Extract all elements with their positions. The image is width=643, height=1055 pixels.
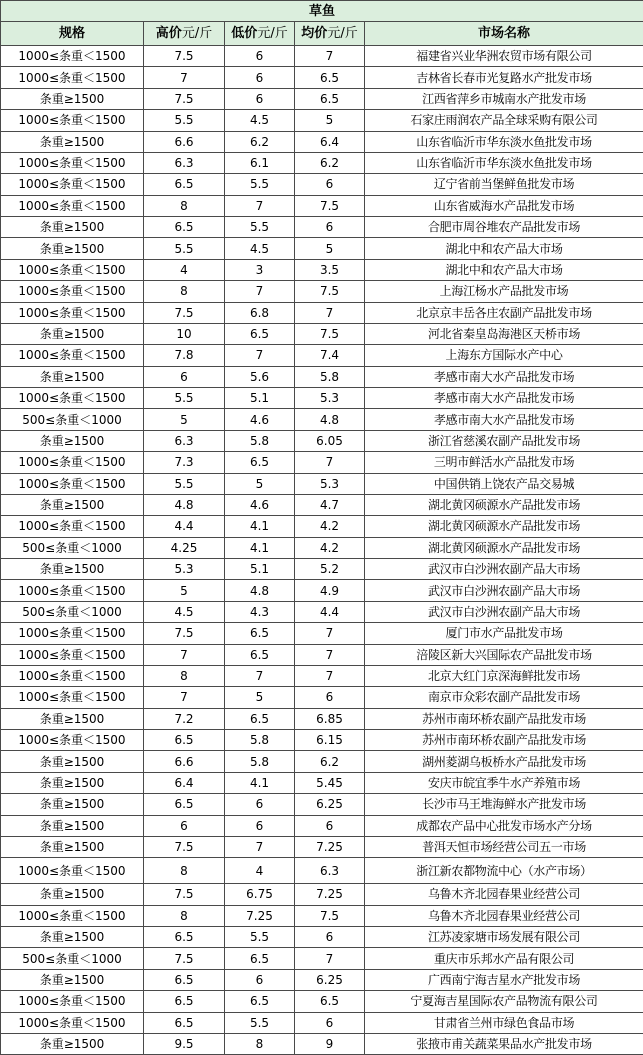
cell-high-price: 8 bbox=[144, 665, 225, 686]
cell-avg-price: 6.5 bbox=[295, 991, 365, 1012]
cell-avg-price: 5 bbox=[295, 238, 365, 259]
cell-spec: 1000≤条重＜1500 bbox=[1, 687, 144, 708]
cell-spec: 1000≤条重＜1500 bbox=[1, 452, 144, 473]
table-row bbox=[1, 884, 643, 905]
cell-high-price: 6.5 bbox=[144, 1012, 225, 1033]
cell-market: 安庆市皖宜季牛水产养殖市场 bbox=[365, 772, 643, 793]
cell-low-price: 4.6 bbox=[225, 494, 295, 515]
cell-market: 湖北黄冈硕源水产品批发市场 bbox=[365, 494, 643, 515]
cell-avg-price: 6 bbox=[295, 687, 365, 708]
table-row bbox=[1, 644, 643, 665]
table-row bbox=[1, 927, 643, 948]
header-avg-label: 均价 bbox=[301, 26, 327, 41]
cell-high-price: 6.5 bbox=[144, 991, 225, 1012]
table-row bbox=[1, 730, 643, 751]
table-row bbox=[1, 948, 643, 969]
table-row bbox=[1, 858, 643, 884]
table-row bbox=[1, 88, 643, 109]
cell-market: 浙江新农都物流中心（水产市场） bbox=[365, 858, 643, 884]
cell-low-price: 5.8 bbox=[225, 751, 295, 772]
table-row bbox=[1, 836, 643, 857]
table-row bbox=[1, 345, 643, 366]
cell-spec: 1000≤条重＜1500 bbox=[1, 623, 144, 644]
cell-avg-price: 5.2 bbox=[295, 559, 365, 580]
cell-avg-price: 6.85 bbox=[295, 708, 365, 729]
cell-market: 乌鲁木齐北园春果业经营公司 bbox=[365, 884, 643, 905]
cell-high-price: 7.5 bbox=[144, 884, 225, 905]
cell-spec: 条重≥1500 bbox=[1, 969, 144, 990]
cell-low-price: 6 bbox=[225, 969, 295, 990]
cell-avg-price: 4.4 bbox=[295, 601, 365, 622]
cell-high-price: 8 bbox=[144, 905, 225, 926]
cell-high-price: 6.3 bbox=[144, 430, 225, 451]
table-row bbox=[1, 623, 643, 644]
table-row bbox=[1, 751, 643, 772]
table-row bbox=[1, 238, 643, 259]
cell-avg-price: 6.2 bbox=[295, 751, 365, 772]
cell-high-price: 6.5 bbox=[144, 969, 225, 990]
cell-market: 湖州菱湖乌板桥水产品批发市场 bbox=[365, 751, 643, 772]
cell-market: 中国供销上饶农产品交易城 bbox=[365, 473, 643, 494]
cell-high-price: 6 bbox=[144, 366, 225, 387]
cell-market: 上海江杨水产品批发市场 bbox=[365, 281, 643, 302]
cell-market: 浙江省慈溪农副产品批发市场 bbox=[365, 430, 643, 451]
cell-low-price: 5.1 bbox=[225, 559, 295, 580]
cell-low-price: 7 bbox=[225, 665, 295, 686]
cell-avg-price: 7.5 bbox=[295, 195, 365, 216]
cell-high-price: 5.5 bbox=[144, 388, 225, 409]
table-row bbox=[1, 281, 643, 302]
cell-spec: 1000≤条重＜1500 bbox=[1, 388, 144, 409]
cell-spec: 1000≤条重＜1500 bbox=[1, 281, 144, 302]
cell-low-price: 7 bbox=[225, 836, 295, 857]
table-row bbox=[1, 969, 643, 990]
cell-spec: 条重≥1500 bbox=[1, 494, 144, 515]
cell-market: 湖北中和农产品大市场 bbox=[365, 238, 643, 259]
cell-spec: 1000≤条重＜1500 bbox=[1, 991, 144, 1012]
cell-high-price: 6 bbox=[144, 815, 225, 836]
table-row bbox=[1, 516, 643, 537]
cell-avg-price: 4.7 bbox=[295, 494, 365, 515]
cell-avg-price: 7.25 bbox=[295, 884, 365, 905]
table-body bbox=[1, 46, 643, 1055]
cell-spec: 1000≤条重＜1500 bbox=[1, 905, 144, 926]
cell-market: 福建省兴业华洲农贸市场有限公司 bbox=[365, 46, 643, 67]
cell-spec: 1000≤条重＜1500 bbox=[1, 580, 144, 601]
table-row bbox=[1, 665, 643, 686]
cell-market: 宁夏海吉星国际农产品物流有限公司 bbox=[365, 991, 643, 1012]
cell-avg-price: 7.5 bbox=[295, 323, 365, 344]
cell-high-price: 7.8 bbox=[144, 345, 225, 366]
header-low-label: 低价 bbox=[231, 26, 257, 41]
table-row bbox=[1, 323, 643, 344]
table-row bbox=[1, 366, 643, 387]
cell-avg-price: 7.5 bbox=[295, 281, 365, 302]
cell-low-price: 6.5 bbox=[225, 452, 295, 473]
cell-market: 甘肃省兰州市绿色食品市场 bbox=[365, 1012, 643, 1033]
cell-spec: 500≤条重＜1000 bbox=[1, 601, 144, 622]
cell-high-price: 7.5 bbox=[144, 46, 225, 67]
cell-avg-price: 7 bbox=[295, 46, 365, 67]
cell-market: 普洱天恒市场经营公司五一市场 bbox=[365, 836, 643, 857]
cell-high-price: 7.5 bbox=[144, 623, 225, 644]
header-low-unit: 元/斤 bbox=[257, 26, 287, 41]
table-row bbox=[1, 217, 643, 238]
cell-spec: 条重≥1500 bbox=[1, 884, 144, 905]
cell-spec: 1000≤条重＜1500 bbox=[1, 259, 144, 280]
cell-market: 山东省临沂市华东淡水鱼批发市场 bbox=[365, 131, 643, 152]
cell-low-price: 5 bbox=[225, 687, 295, 708]
cell-avg-price: 4.8 bbox=[295, 409, 365, 430]
cell-market: 湖北中和农产品大市场 bbox=[365, 259, 643, 280]
cell-high-price: 6.5 bbox=[144, 730, 225, 751]
cell-low-price: 8 bbox=[225, 1033, 295, 1054]
cell-low-price: 6.75 bbox=[225, 884, 295, 905]
cell-market: 北京大红门京深海鲜批发市场 bbox=[365, 665, 643, 686]
cell-market: 苏州市南环桥农副产品批发市场 bbox=[365, 730, 643, 751]
cell-spec: 500≤条重＜1000 bbox=[1, 948, 144, 969]
cell-market: 广西南宁海吉星水产批发市场 bbox=[365, 969, 643, 990]
cell-market: 合肥市周谷堆农产品批发市场 bbox=[365, 217, 643, 238]
cell-high-price: 6.5 bbox=[144, 794, 225, 815]
cell-avg-price: 6 bbox=[295, 815, 365, 836]
cell-market: 石家庄雨润农产品全球采购有限公司 bbox=[365, 110, 643, 131]
cell-spec: 1000≤条重＜1500 bbox=[1, 67, 144, 88]
cell-avg-price: 6.25 bbox=[295, 794, 365, 815]
table-row bbox=[1, 473, 643, 494]
cell-avg-price: 7 bbox=[295, 948, 365, 969]
cell-spec: 1000≤条重＜1500 bbox=[1, 665, 144, 686]
table-row bbox=[1, 259, 643, 280]
table-row bbox=[1, 46, 643, 67]
cell-low-price: 5.8 bbox=[225, 730, 295, 751]
cell-spec: 条重≥1500 bbox=[1, 238, 144, 259]
cell-avg-price: 7 bbox=[295, 623, 365, 644]
cell-spec: 条重≥1500 bbox=[1, 430, 144, 451]
cell-market: 辽宁省前当堡鲜鱼批发市场 bbox=[365, 174, 643, 195]
cell-spec: 条重≥1500 bbox=[1, 751, 144, 772]
table-row bbox=[1, 388, 643, 409]
cell-avg-price: 6 bbox=[295, 927, 365, 948]
cell-high-price: 7.3 bbox=[144, 452, 225, 473]
cell-spec: 条重≥1500 bbox=[1, 794, 144, 815]
cell-high-price: 7.5 bbox=[144, 948, 225, 969]
cell-low-price: 4 bbox=[225, 858, 295, 884]
table-row bbox=[1, 302, 643, 323]
cell-low-price: 6.5 bbox=[225, 644, 295, 665]
cell-market: 湖北黄冈硕源水产品批发市场 bbox=[365, 516, 643, 537]
cell-spec: 条重≥1500 bbox=[1, 1033, 144, 1054]
cell-low-price: 4.5 bbox=[225, 238, 295, 259]
cell-spec: 1000≤条重＜1500 bbox=[1, 730, 144, 751]
table-title-row bbox=[1, 1, 643, 22]
cell-spec: 500≤条重＜1000 bbox=[1, 409, 144, 430]
cell-spec: 1000≤条重＜1500 bbox=[1, 516, 144, 537]
header-low-price bbox=[225, 22, 295, 46]
cell-low-price: 4.1 bbox=[225, 516, 295, 537]
cell-low-price: 5.1 bbox=[225, 388, 295, 409]
table-row bbox=[1, 815, 643, 836]
cell-low-price: 6 bbox=[225, 67, 295, 88]
cell-spec: 条重≥1500 bbox=[1, 131, 144, 152]
cell-market: 孝感市南大水产品批发市场 bbox=[365, 409, 643, 430]
cell-avg-price: 7 bbox=[295, 302, 365, 323]
cell-market: 江西省萍乡市城南水产批发市场 bbox=[365, 88, 643, 109]
cell-low-price: 6.1 bbox=[225, 152, 295, 173]
cell-high-price: 7.5 bbox=[144, 836, 225, 857]
cell-high-price: 6.5 bbox=[144, 927, 225, 948]
cell-market: 山东省威海水产品批发市场 bbox=[365, 195, 643, 216]
cell-avg-price: 4.2 bbox=[295, 516, 365, 537]
table-row bbox=[1, 601, 643, 622]
cell-high-price: 7 bbox=[144, 687, 225, 708]
cell-spec: 条重≥1500 bbox=[1, 217, 144, 238]
cell-high-price: 6.6 bbox=[144, 751, 225, 772]
header-high-unit: 元/斤 bbox=[182, 26, 212, 41]
cell-spec: 条重≥1500 bbox=[1, 927, 144, 948]
cell-high-price: 9.5 bbox=[144, 1033, 225, 1054]
cell-low-price: 6.5 bbox=[225, 708, 295, 729]
cell-spec: 1000≤条重＜1500 bbox=[1, 345, 144, 366]
cell-avg-price: 7 bbox=[295, 452, 365, 473]
cell-low-price: 4.1 bbox=[225, 772, 295, 793]
cell-high-price: 5 bbox=[144, 409, 225, 430]
cell-spec: 条重≥1500 bbox=[1, 708, 144, 729]
cell-avg-price: 6.4 bbox=[295, 131, 365, 152]
cell-spec: 条重≥1500 bbox=[1, 366, 144, 387]
table-row bbox=[1, 195, 643, 216]
table-row bbox=[1, 794, 643, 815]
cell-spec: 1000≤条重＜1500 bbox=[1, 473, 144, 494]
cell-high-price: 7.5 bbox=[144, 302, 225, 323]
cell-low-price: 6.5 bbox=[225, 323, 295, 344]
cell-high-price: 4.5 bbox=[144, 601, 225, 622]
cell-spec: 1000≤条重＜1500 bbox=[1, 858, 144, 884]
cell-market: 江苏凌家塘市场发展有限公司 bbox=[365, 927, 643, 948]
cell-avg-price: 5.3 bbox=[295, 388, 365, 409]
cell-market: 乌鲁木齐北园春果业经营公司 bbox=[365, 905, 643, 926]
cell-market: 河北省秦皇岛海港区天桥市场 bbox=[365, 323, 643, 344]
table-row bbox=[1, 708, 643, 729]
cell-high-price: 6.5 bbox=[144, 174, 225, 195]
cell-high-price: 5.5 bbox=[144, 238, 225, 259]
cell-low-price: 6 bbox=[225, 46, 295, 67]
cell-high-price: 4.4 bbox=[144, 516, 225, 537]
cell-market: 武汉市白沙洲农副产品大市场 bbox=[365, 559, 643, 580]
cell-market: 北京京丰岳各庄农副产品批发市场 bbox=[365, 302, 643, 323]
cell-low-price: 5.6 bbox=[225, 366, 295, 387]
cell-high-price: 7 bbox=[144, 67, 225, 88]
header-avg-price bbox=[295, 22, 365, 46]
cell-high-price: 10 bbox=[144, 323, 225, 344]
cell-high-price: 5.5 bbox=[144, 110, 225, 131]
cell-spec: 条重≥1500 bbox=[1, 772, 144, 793]
cell-spec: 1000≤条重＜1500 bbox=[1, 152, 144, 173]
cell-spec: 1000≤条重＜1500 bbox=[1, 302, 144, 323]
cell-avg-price: 6.15 bbox=[295, 730, 365, 751]
cell-market: 三明市鲜活水产品批发市场 bbox=[365, 452, 643, 473]
cell-high-price: 8 bbox=[144, 195, 225, 216]
cell-avg-price: 7 bbox=[295, 665, 365, 686]
cell-market: 涪陵区新大兴国际农产品批发市场 bbox=[365, 644, 643, 665]
cell-low-price: 5.5 bbox=[225, 174, 295, 195]
cell-low-price: 6 bbox=[225, 815, 295, 836]
cell-high-price: 7.2 bbox=[144, 708, 225, 729]
table-row bbox=[1, 152, 643, 173]
cell-low-price: 5 bbox=[225, 473, 295, 494]
cell-spec: 1000≤条重＜1500 bbox=[1, 195, 144, 216]
cell-market: 南京市众彩农副产品批发市场 bbox=[365, 687, 643, 708]
cell-low-price: 6 bbox=[225, 794, 295, 815]
cell-low-price: 6.8 bbox=[225, 302, 295, 323]
table-row bbox=[1, 131, 643, 152]
table-row bbox=[1, 494, 643, 515]
cell-spec: 1000≤条重＜1500 bbox=[1, 46, 144, 67]
cell-avg-price: 6.2 bbox=[295, 152, 365, 173]
cell-spec: 条重≥1500 bbox=[1, 323, 144, 344]
table-row bbox=[1, 559, 643, 580]
cell-avg-price: 7 bbox=[295, 644, 365, 665]
table-row bbox=[1, 110, 643, 131]
cell-avg-price: 7.25 bbox=[295, 836, 365, 857]
cell-high-price: 6.3 bbox=[144, 152, 225, 173]
cell-high-price: 6.4 bbox=[144, 772, 225, 793]
cell-low-price: 6.5 bbox=[225, 948, 295, 969]
cell-high-price: 6.5 bbox=[144, 217, 225, 238]
cell-low-price: 3 bbox=[225, 259, 295, 280]
table-row bbox=[1, 452, 643, 473]
cell-avg-price: 6.25 bbox=[295, 969, 365, 990]
table-row bbox=[1, 430, 643, 451]
cell-low-price: 4.6 bbox=[225, 409, 295, 430]
cell-market: 孝感市南大水产品批发市场 bbox=[365, 366, 643, 387]
cell-market: 苏州市南环桥农副产品批发市场 bbox=[365, 708, 643, 729]
cell-avg-price: 5.3 bbox=[295, 473, 365, 494]
cell-low-price: 6.2 bbox=[225, 131, 295, 152]
table-title: 草鱼 bbox=[1, 1, 643, 22]
header-high-label: 高价 bbox=[156, 26, 182, 41]
cell-high-price: 4.25 bbox=[144, 537, 225, 558]
cell-low-price: 4.8 bbox=[225, 580, 295, 601]
cell-low-price: 7 bbox=[225, 195, 295, 216]
cell-avg-price: 5.45 bbox=[295, 772, 365, 793]
cell-market: 上海东方国际水产中心 bbox=[365, 345, 643, 366]
cell-avg-price: 6.5 bbox=[295, 67, 365, 88]
cell-spec: 条重≥1500 bbox=[1, 815, 144, 836]
cell-high-price: 5.5 bbox=[144, 473, 225, 494]
cell-high-price: 7.5 bbox=[144, 88, 225, 109]
cell-spec: 1000≤条重＜1500 bbox=[1, 644, 144, 665]
cell-avg-price: 6 bbox=[295, 217, 365, 238]
cell-low-price: 5.5 bbox=[225, 217, 295, 238]
table-header-row bbox=[1, 22, 643, 46]
cell-market: 孝感市南大水产品批发市场 bbox=[365, 388, 643, 409]
cell-spec: 1000≤条重＜1500 bbox=[1, 174, 144, 195]
cell-low-price: 4.3 bbox=[225, 601, 295, 622]
table-row bbox=[1, 905, 643, 926]
cell-avg-price: 6 bbox=[295, 1012, 365, 1033]
cell-market: 武汉市白沙洲农副产品大市场 bbox=[365, 580, 643, 601]
cell-high-price: 8 bbox=[144, 281, 225, 302]
cell-avg-price: 9 bbox=[295, 1033, 365, 1054]
cell-high-price: 7 bbox=[144, 644, 225, 665]
cell-spec: 条重≥1500 bbox=[1, 88, 144, 109]
cell-spec: 1000≤条重＜1500 bbox=[1, 110, 144, 131]
header-market: 市场名称 bbox=[365, 22, 643, 46]
cell-high-price: 8 bbox=[144, 858, 225, 884]
cell-spec: 条重≥1500 bbox=[1, 836, 144, 857]
table-row bbox=[1, 580, 643, 601]
header-high-price bbox=[144, 22, 225, 46]
cell-avg-price: 7.5 bbox=[295, 905, 365, 926]
cell-avg-price: 4.9 bbox=[295, 580, 365, 601]
cell-market: 厦门市水产品批发市场 bbox=[365, 623, 643, 644]
cell-low-price: 4.5 bbox=[225, 110, 295, 131]
cell-market: 重庆市乐邦水产品有限公司 bbox=[365, 948, 643, 969]
cell-market: 吉林省长春市光复路水产批发市场 bbox=[365, 67, 643, 88]
cell-avg-price: 3.5 bbox=[295, 259, 365, 280]
cell-market: 武汉市白沙洲农副产品大市场 bbox=[365, 601, 643, 622]
cell-avg-price: 6.5 bbox=[295, 88, 365, 109]
table-row bbox=[1, 409, 643, 430]
cell-avg-price: 4.2 bbox=[295, 537, 365, 558]
cell-avg-price: 6.05 bbox=[295, 430, 365, 451]
cell-market: 长沙市马王堆海鲜水产批发市场 bbox=[365, 794, 643, 815]
table-row bbox=[1, 991, 643, 1012]
cell-low-price: 7.25 bbox=[225, 905, 295, 926]
table-row bbox=[1, 772, 643, 793]
cell-high-price: 4.8 bbox=[144, 494, 225, 515]
cell-market: 成都农产品中心批发市场水产分场 bbox=[365, 815, 643, 836]
cell-high-price: 5 bbox=[144, 580, 225, 601]
cell-low-price: 6 bbox=[225, 88, 295, 109]
cell-low-price: 5.5 bbox=[225, 1012, 295, 1033]
cell-low-price: 4.1 bbox=[225, 537, 295, 558]
table-row bbox=[1, 67, 643, 88]
table-row bbox=[1, 537, 643, 558]
cell-high-price: 4 bbox=[144, 259, 225, 280]
table-row bbox=[1, 1012, 643, 1033]
header-spec: 规格 bbox=[1, 22, 144, 46]
cell-low-price: 5.8 bbox=[225, 430, 295, 451]
table-row bbox=[1, 174, 643, 195]
cell-low-price: 7 bbox=[225, 345, 295, 366]
cell-spec: 500≤条重＜1000 bbox=[1, 537, 144, 558]
cell-low-price: 6.5 bbox=[225, 623, 295, 644]
cell-market: 张掖市甫关蔬菜果品水产批发市场 bbox=[365, 1033, 643, 1054]
cell-spec: 1000≤条重＜1500 bbox=[1, 1012, 144, 1033]
cell-high-price: 6.6 bbox=[144, 131, 225, 152]
cell-avg-price: 5 bbox=[295, 110, 365, 131]
header-avg-unit: 元/斤 bbox=[327, 26, 357, 41]
table-row bbox=[1, 1033, 643, 1054]
cell-avg-price: 5.8 bbox=[295, 366, 365, 387]
cell-low-price: 6.5 bbox=[225, 991, 295, 1012]
cell-avg-price: 6 bbox=[295, 174, 365, 195]
cell-high-price: 5.3 bbox=[144, 559, 225, 580]
table-row bbox=[1, 687, 643, 708]
cell-avg-price: 6.3 bbox=[295, 858, 365, 884]
cell-low-price: 7 bbox=[225, 281, 295, 302]
cell-low-price: 5.5 bbox=[225, 927, 295, 948]
cell-spec: 条重≥1500 bbox=[1, 559, 144, 580]
cell-market: 湖北黄冈硕源水产品批发市场 bbox=[365, 537, 643, 558]
cell-avg-price: 7.4 bbox=[295, 345, 365, 366]
cell-market: 山东省临沂市华东淡水鱼批发市场 bbox=[365, 152, 643, 173]
